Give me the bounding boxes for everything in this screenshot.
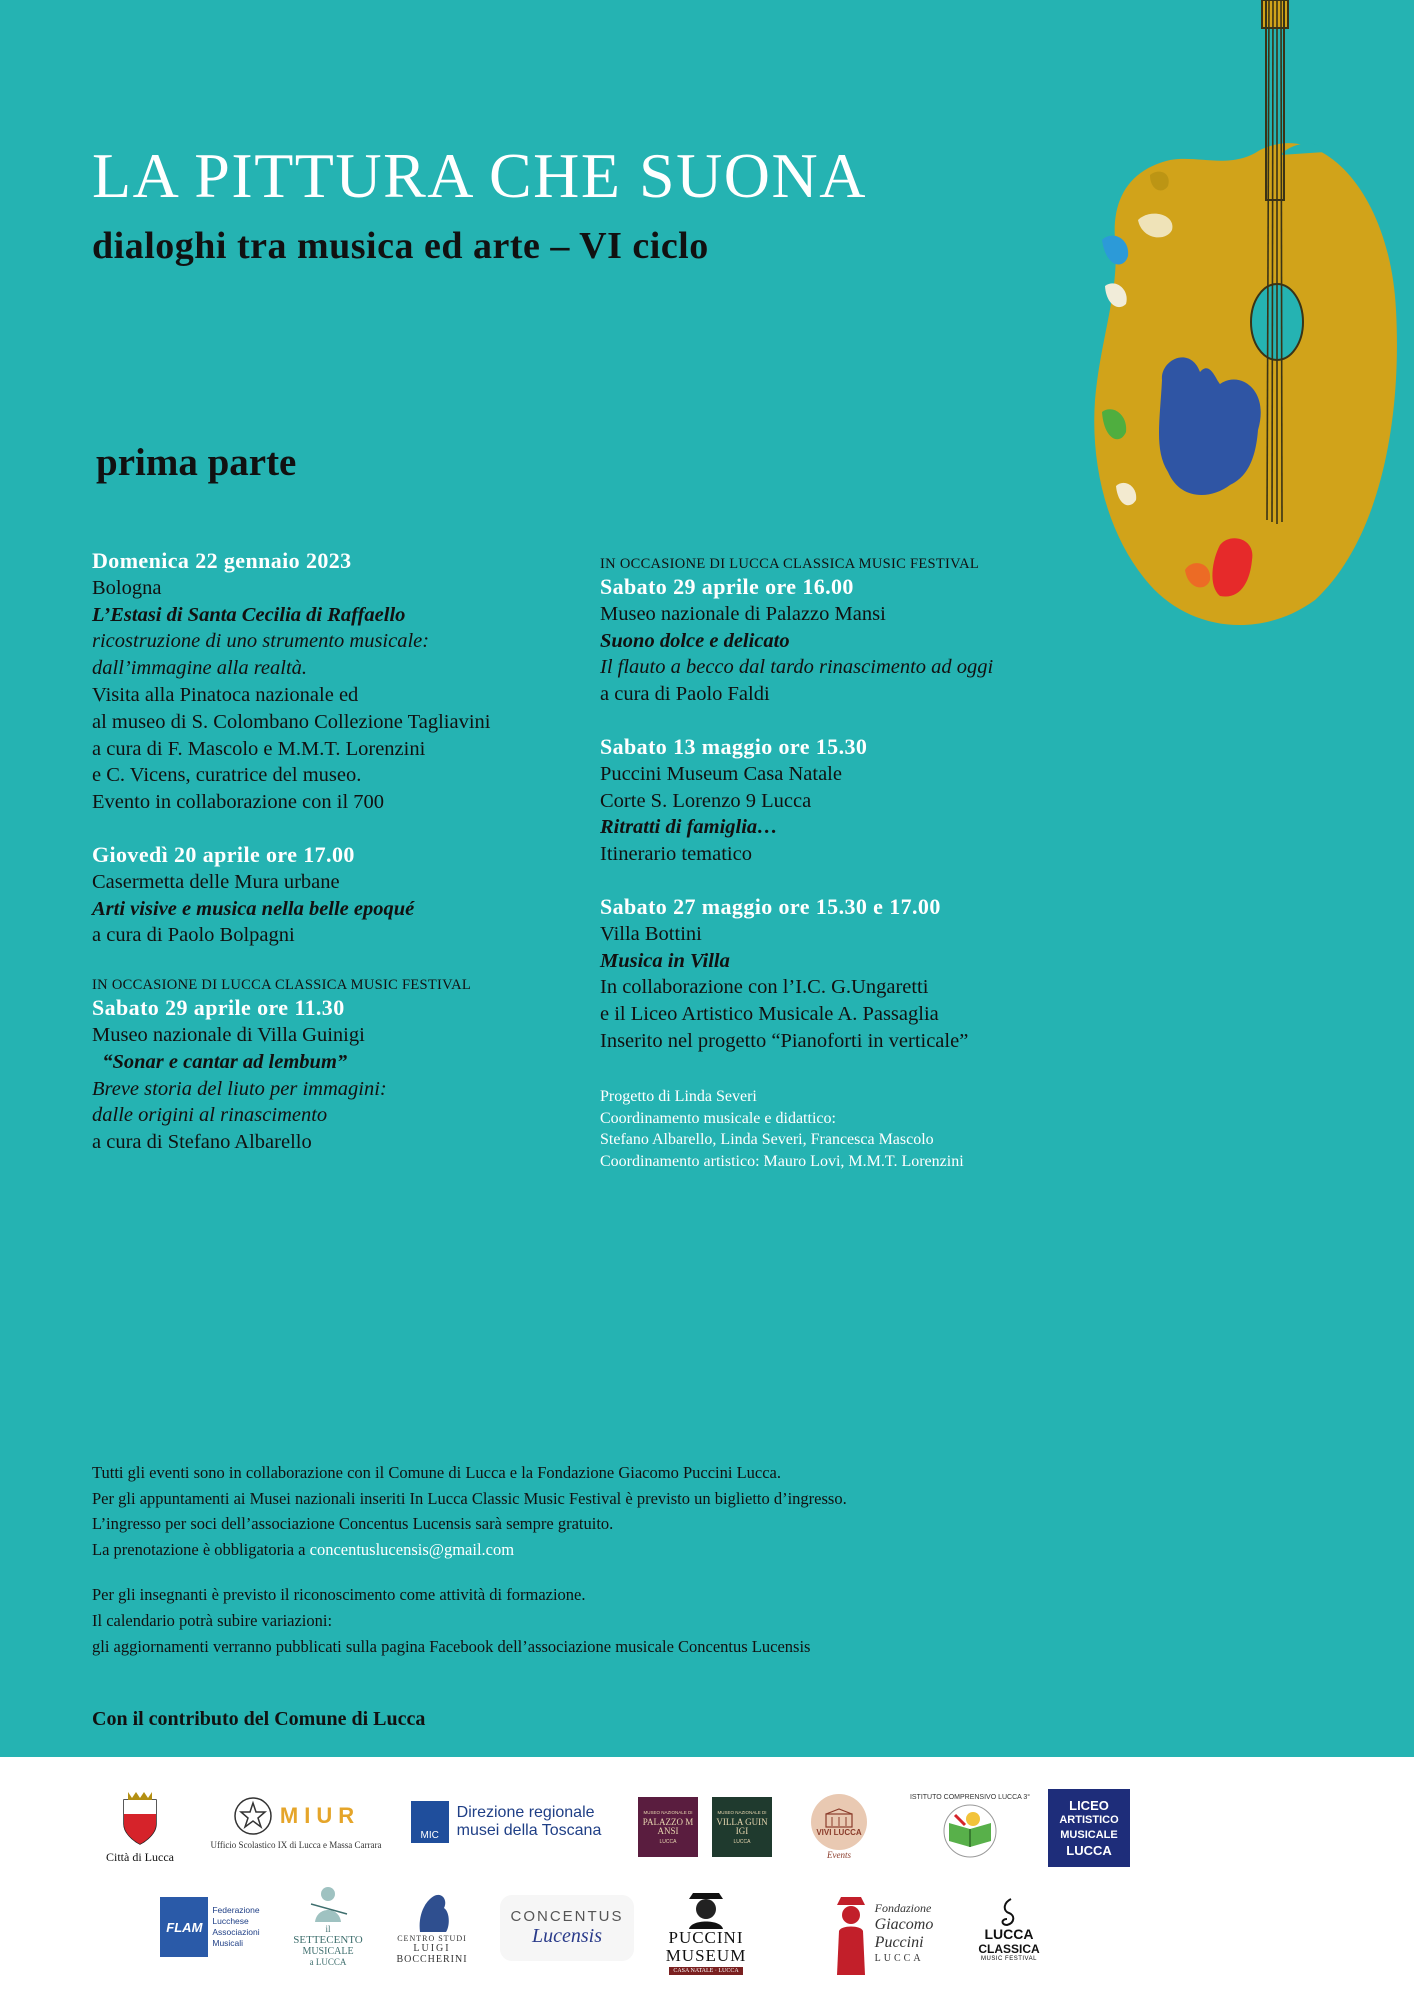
event-title: Musica in Villa [600, 949, 730, 972]
event-description: ricostruzione di uno strumento musicale: [92, 630, 430, 653]
event-villa-guinigi [92, 975, 612, 1156]
centro-studi-boccherini-logo [388, 1871, 476, 1979]
event-description: Itinerario tematico [600, 843, 752, 866]
flam-wordmark: FLAM [166, 1919, 203, 1935]
event-detail: In collaborazione con l’I.C. G.Ungaretti [600, 976, 929, 999]
booking-text: La prenotazione è obbligatoria a [92, 1539, 310, 1559]
liceo-artistico-musicale-logo [1048, 1789, 1130, 1867]
boccherini-portrait-icon [410, 1886, 454, 1934]
villa-guinigi-logo [712, 1797, 772, 1857]
fondazione-line: Giacomo [874, 1915, 934, 1933]
miur-wordmark: MIUR [279, 1802, 361, 1828]
contact-email[interactable]: concentuslucensis@gmail.com [309, 1539, 515, 1559]
citta-di-lucca-label: Città di Lucca [106, 1849, 174, 1864]
direzione-text [457, 1804, 602, 1840]
events-column-left [92, 548, 612, 1182]
info-notes [92, 1460, 847, 1659]
boccherini-line: LUIGI [413, 1942, 451, 1954]
poster-subtitle: dialoghi tra musica ed arte – VI ciclo [92, 225, 709, 267]
spacer [92, 1562, 847, 1582]
lucca-classica-logo [968, 1885, 1050, 1973]
fondazione-puccini-logo [818, 1887, 946, 1979]
guinigi-top: MUSEO NAZIONALE DI [717, 1809, 767, 1815]
settecento-line: a LUCCA [309, 1956, 347, 1967]
event-detail: al museo di S. Colombano Collezione Tagliavini [92, 710, 491, 733]
school-book-icon [935, 1801, 1005, 1861]
contribution-note: Con il contributo del Comune di Lucca [92, 1708, 426, 1730]
mic-badge [411, 1801, 449, 1843]
flam-line: Associazioni [212, 1927, 260, 1937]
event-title: Ritratti di famiglia… [600, 816, 778, 839]
istituto-label: ISTITUTO COMPRENSIVO LUCCA 3° [909, 1793, 1031, 1801]
direzione-line: musei della Toscana [456, 1822, 602, 1839]
direzione-musei-toscana-logo [406, 1799, 606, 1845]
project-credits [600, 1086, 964, 1172]
miur-logo [208, 1787, 384, 1857]
settecento-line: MUSICALE [302, 1945, 354, 1957]
citta-di-lucca-logo [90, 1785, 190, 1869]
puccini-line: PUCCINI [668, 1928, 744, 1947]
note-line: Il calendario potrà subire variazioni: [92, 1610, 333, 1630]
event-title: Arti visive e musica nella belle epoqué [92, 897, 415, 920]
flam-text [212, 1905, 259, 1949]
event-date: Giovedì 20 aprile ore 17.00 [92, 841, 355, 867]
flam-line: Lucchese [212, 1916, 249, 1926]
note-line: Tutti gli eventi sono in collaborazione con il Comune di Lucca e la Fondazione Giacomo Puccini Lucca. [92, 1463, 782, 1482]
event-palazzo-mansi [600, 554, 1160, 708]
section-heading: prima parte [96, 441, 297, 484]
liceo-line: MUSICALE [1060, 1829, 1118, 1841]
event-venue: Casermetta delle Mura urbane [92, 870, 340, 893]
mansi-top: MUSEO NAZIONALE DI [643, 1809, 693, 1815]
direzione-line: Direzione regionale [456, 1804, 595, 1821]
boccherini-line: CENTRO STUDI [397, 1933, 467, 1943]
puccini-figure-icon [831, 1891, 871, 1975]
note-line: Per gli insegnanti è previsto il riconoscimento come attività di formazione. [92, 1585, 586, 1605]
event-venue: Museo nazionale di Palazzo Mansi [600, 602, 886, 625]
vivi-events-label: Events [827, 1850, 851, 1860]
event-description: dalle origini al rinascimento [92, 1104, 328, 1127]
event-detail: Inserito nel progetto “Pianoforti in verticale” [600, 1029, 969, 1052]
boccherini-line: BOCCHERINI [396, 1953, 468, 1965]
event-venue: Museo nazionale di Villa Guinigi [92, 1023, 365, 1046]
lucca-coat-of-arms-icon [118, 1790, 162, 1846]
event-curator: a cura di Paolo Faldi [600, 683, 770, 706]
event-title: “Sonar e cantar ad lembum” [92, 1050, 348, 1073]
fondazione-line: Puccini [874, 1933, 924, 1951]
poster-title: LA PITTURA CHE SUONA [92, 140, 867, 211]
flam-line: Musicali [212, 1938, 244, 1948]
event-detail: e il Liceo Artistico Musicale A. Passaglia [600, 1003, 939, 1026]
mic-label: MIC [420, 1830, 439, 1841]
event-date: Domenica 22 gennaio 2023 [92, 548, 352, 573]
event-date: Sabato 29 aprile ore 11.30 [92, 995, 345, 1021]
event-note: Evento in collaborazione con il 700 [92, 791, 385, 814]
building-icon [824, 1808, 854, 1828]
settecento-musicale-logo [282, 1875, 374, 1975]
liceo-line: ARTISTICO [1059, 1814, 1119, 1826]
event-puccini-museum [600, 734, 1160, 868]
sponsor-logo-band [0, 1757, 1414, 2000]
lcmf-line: CLASSICA [978, 1941, 1040, 1956]
event-curator: a cura di Stefano Albarello [92, 1131, 312, 1154]
miur-mark [232, 1795, 360, 1837]
event-description: dall’immagine alla realtà. [92, 657, 308, 680]
puccini-line: MUSEUM [665, 1946, 747, 1965]
event-date: Sabato 29 aprile ore 16.00 [600, 574, 854, 599]
festival-tag: IN OCCASIONE DI LUCCA CLASSICA MUSIC FESTIVAL [600, 556, 980, 572]
event-venue: Puccini Museum Casa Natale [600, 762, 842, 785]
event-venue: Bologna [92, 576, 162, 599]
puccini-portrait-icon [683, 1887, 729, 1929]
miur-subtitle: Ufficio Scolastico IX di Lucca e Massa Carrara [210, 1839, 382, 1850]
puccini-line: CASA NATALE · LUCCA [669, 1967, 742, 1975]
guinigi-city: LUCCA [733, 1838, 751, 1845]
concentus-line: Lucensis [532, 1925, 602, 1947]
palazzo-mansi-logo [638, 1797, 698, 1857]
flam-logo [156, 1889, 264, 1965]
mansi-name: PALAZZO MANSI [642, 1816, 694, 1836]
credit-line: Stefano Albarello, Linda Severi, Francesca Mascolo [600, 1131, 934, 1148]
puccini-museum-logo [650, 1875, 762, 1987]
lcmf-line: LUCCA [984, 1925, 1034, 1942]
event-curator: a cura di F. Mascolo e M.M.T. Lorenzini [92, 737, 426, 760]
concentus-lucensis-logo [500, 1895, 634, 1961]
vivi-lucca-logo [806, 1787, 872, 1867]
mansi-city: LUCCA [659, 1838, 677, 1845]
treble-clef-icon [997, 1897, 1021, 1927]
fondazione-text [875, 1901, 934, 1966]
booking-note [92, 1537, 847, 1563]
note-line: L’ingresso per soci dell’associazione Concentus Lucensis sarà sempre gratuito. [92, 1514, 614, 1534]
event-curator: a cura di Paolo Bolpagni [92, 924, 295, 947]
event-venue: Villa Bottini [600, 922, 702, 945]
event-bologna [92, 548, 612, 816]
event-villa-bottini [600, 894, 1160, 1055]
fondazione-line: Fondazione [874, 1900, 932, 1915]
vivi-lucca-label: VIVI LUCCA [816, 1827, 862, 1837]
event-title: Suono dolce e delicato [600, 629, 790, 652]
violinist-icon [303, 1884, 353, 1924]
festival-tag: IN OCCASIONE DI LUCCA CLASSICA MUSIC FESTIVAL [92, 977, 472, 994]
guinigi-name: VILLA GUINIGI [716, 1816, 768, 1836]
credit-line: Coordinamento musicale e didattico: [600, 1109, 836, 1127]
liceo-line: LICEO [1069, 1798, 1109, 1813]
event-description: Il flauto a becco dal tardo rinascimento ad oggi [600, 656, 994, 679]
flam-mark [160, 1897, 208, 1957]
fondazione-line: LUCCA [874, 1952, 924, 1964]
vivi-lucca-badge [811, 1794, 867, 1850]
liceo-line: LUCCA [1066, 1843, 1112, 1858]
event-casermetta [92, 842, 612, 949]
note-line: Per gli appuntamenti ai Musei nazionali inseriti In Lucca Classic Music Festival è previsto un biglietto d’ingresso. [92, 1488, 847, 1508]
credit-line: Progetto di Linda Severi [600, 1088, 757, 1105]
settecento-line: SETTECENTO [293, 1933, 363, 1946]
event-detail: Visita alla Pinatoca nazionale ed [92, 683, 359, 706]
events-column-right [600, 554, 1160, 1081]
italian-republic-emblem-icon [232, 1795, 274, 1837]
settecento-line: il [325, 1923, 331, 1934]
event-description: Breve storia del liuto per immagini: [92, 1077, 387, 1100]
credit-line: Coordinamento artistico: Mauro Lovi, M.M.T. Lorenzini [600, 1152, 964, 1170]
flam-line: Federazione [212, 1905, 260, 1915]
lcmf-line: MUSIC FESTIVAL [981, 1955, 1037, 1962]
note-line: gli aggiornamenti verranno pubblicati sulla pagina Facebook dell’associazione musicale Concentus Lucensis [92, 1636, 811, 1656]
event-date: Sabato 13 maggio ore 15.30 [600, 733, 868, 759]
event-address: Corte S. Lorenzo 9 Lucca [600, 789, 812, 812]
event-curator: e C. Vicens, curatrice del museo. [92, 764, 362, 787]
event-title: L’Estasi di Santa Cecilia di Raffaello [92, 603, 406, 626]
istituto-comprensivo-logo [909, 1785, 1031, 1869]
concentus-line: CONCENTUS [510, 1908, 624, 1925]
event-date: Sabato 27 maggio ore 15.30 e 17.00 [600, 893, 941, 919]
palette-guitar-illustration [1080, 0, 1414, 650]
